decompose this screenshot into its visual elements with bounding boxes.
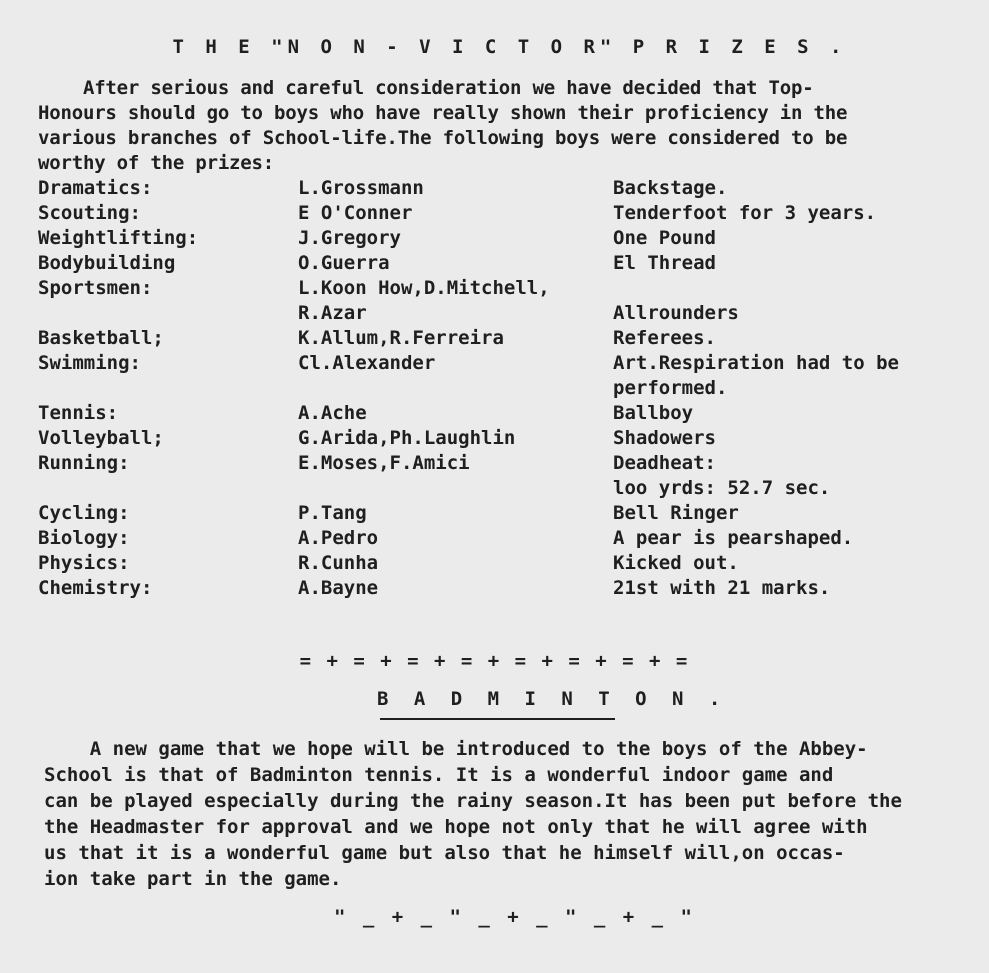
prize-note-continued: performed. bbox=[613, 377, 728, 399]
prize-names: L.Grossmann bbox=[298, 177, 424, 199]
prize-row bbox=[38, 551, 968, 576]
prize-note: Ballboy bbox=[613, 402, 694, 424]
prize-note: Bell Ringer bbox=[613, 502, 739, 524]
paragraph-line: A new game that we hope will be introduced to the boys of the Abbey- bbox=[44, 738, 868, 760]
intro-line: After serious and careful consideration we have decided that Top- bbox=[38, 77, 814, 99]
prize-category: Volleyball; bbox=[38, 427, 164, 449]
prize-list bbox=[38, 176, 968, 601]
intro-line: worthy of the prizes: bbox=[38, 152, 275, 174]
paragraph-line: the Headmaster for approval and we hope not only that he will agree with bbox=[44, 816, 868, 838]
prize-names: L.Koon How,D.Mitchell, bbox=[298, 277, 550, 299]
prize-row bbox=[38, 326, 968, 351]
prize-category: Swimming: bbox=[38, 352, 141, 374]
section-heading: B A D M I N T O N . bbox=[377, 688, 728, 710]
prize-row bbox=[38, 526, 968, 551]
intro-line: various branches of School-life.The following boys were considered to be bbox=[38, 127, 848, 149]
prize-names: J.Gregory bbox=[298, 227, 401, 249]
prize-category: Dramatics: bbox=[38, 177, 153, 199]
prize-category: Bodybuilding bbox=[38, 252, 176, 274]
prize-names: P.Tang bbox=[298, 502, 367, 524]
prize-category: Weightlifting: bbox=[38, 227, 199, 249]
prize-category: Physics: bbox=[38, 552, 130, 574]
prize-names: A.Bayne bbox=[298, 577, 379, 599]
prize-row bbox=[38, 226, 968, 251]
prize-names: Cl.Alexander bbox=[298, 352, 436, 374]
paragraph-line: can be played especially during the rainy season.It has been put before the bbox=[44, 790, 902, 812]
prize-note: Art.Respiration had to be bbox=[613, 352, 899, 374]
prize-names: O.Guerra bbox=[298, 252, 390, 274]
prize-names: E.Moses,F.Amici bbox=[298, 452, 470, 474]
prize-category: Chemistry: bbox=[38, 577, 153, 599]
prize-note: One Pound bbox=[613, 227, 716, 249]
heading-underline bbox=[380, 718, 615, 720]
paragraph-line: School is that of Badminton tennis. It is a wonderful indoor game and bbox=[44, 764, 834, 786]
prize-row bbox=[38, 451, 968, 501]
prize-row bbox=[38, 276, 968, 326]
prize-note: Deadheat: bbox=[613, 452, 716, 474]
prize-row bbox=[38, 201, 968, 226]
prize-note: 21st with 21 marks. bbox=[613, 577, 831, 599]
badminton-paragraph bbox=[44, 736, 979, 892]
prize-category: Tennis: bbox=[38, 402, 119, 424]
prize-names-continued: R.Azar bbox=[298, 302, 367, 324]
prize-note: Backstage. bbox=[613, 177, 728, 199]
prize-note: Allrounders bbox=[613, 302, 739, 324]
prize-names: A.Pedro bbox=[298, 527, 379, 549]
prize-note: El Thread bbox=[613, 252, 716, 274]
prize-category: Running: bbox=[38, 452, 130, 474]
intro-line: Honours should go to boys who have really shown their proficiency in the bbox=[38, 102, 848, 124]
prize-row bbox=[38, 426, 968, 451]
paragraph-line: ion take part in the game. bbox=[44, 868, 342, 890]
prize-note: Referees. bbox=[613, 327, 716, 349]
end-ornament: " _ + _ " _ + _ " _ + _ " bbox=[334, 906, 695, 928]
page-title: T H E "N O N - V I C T O R" P R I Z E S . bbox=[172, 36, 847, 58]
prize-names: A.Ache bbox=[298, 402, 367, 424]
prize-row bbox=[38, 501, 968, 526]
prize-names: K.Allum,R.Ferreira bbox=[298, 327, 504, 349]
prize-note: A pear is pearshaped. bbox=[613, 527, 854, 549]
section-divider: = + = + = + = + = + = + = + = bbox=[299, 650, 690, 672]
prize-note: Shadowers bbox=[613, 427, 716, 449]
prize-category: Scouting: bbox=[38, 202, 141, 224]
prize-row bbox=[38, 251, 968, 276]
paragraph-line: us that it is a wonderful game but also that he himself will,on occas- bbox=[44, 842, 845, 864]
prize-names: E O'Conner bbox=[298, 202, 413, 224]
prize-note: Kicked out. bbox=[613, 552, 739, 574]
prize-names: G.Arida,Ph.Laughlin bbox=[298, 427, 516, 449]
prize-row bbox=[38, 176, 968, 201]
prize-row bbox=[38, 401, 968, 426]
prize-names: R.Cunha bbox=[298, 552, 379, 574]
prize-category: Basketball; bbox=[38, 327, 164, 349]
intro-paragraph bbox=[38, 76, 958, 176]
prize-category: Sportsmen: bbox=[38, 277, 153, 299]
prize-category: Cycling: bbox=[38, 502, 130, 524]
prize-row bbox=[38, 351, 968, 401]
prize-note-continued: loo yrds: 52.7 sec. bbox=[613, 477, 831, 499]
prize-row bbox=[38, 576, 968, 601]
prize-category: Biology: bbox=[38, 527, 130, 549]
prize-note: Tenderfoot for 3 years. bbox=[613, 202, 877, 224]
